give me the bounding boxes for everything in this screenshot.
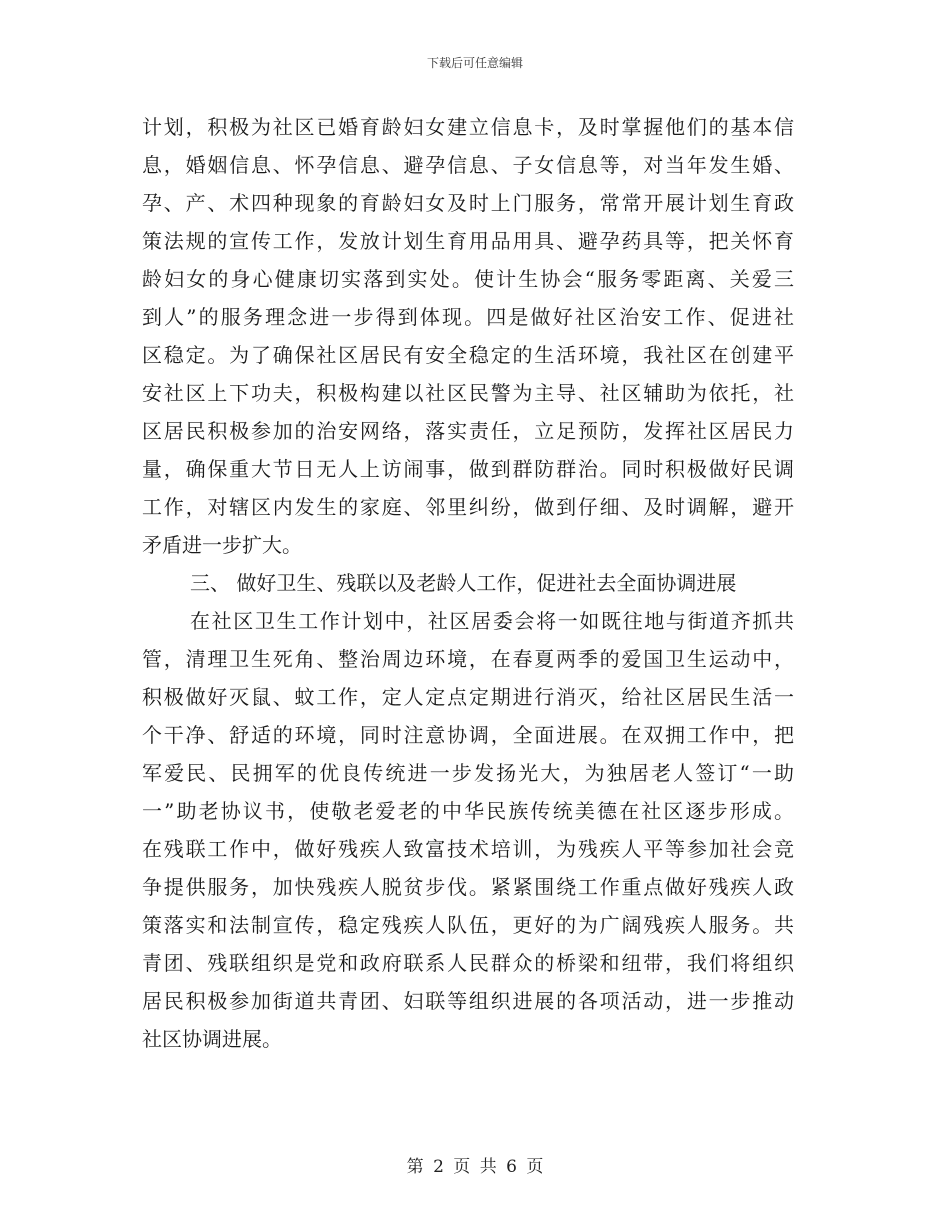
body-line: 居民积极参加街道共青团、妇联等组织进展的各项活动，进一步推动 [142,989,794,1013]
body-line: 青团、残联组织是党和政府联系人民群众的桥梁和纽带，我们将组织 [142,951,794,975]
body-line: 工作，对辖区内发生的家庭、邻里纠纷，做到仔细、及时调解，避开 [142,495,794,519]
body-line: 在社区卫生工作计划中，社区居委会将一如既往地与街道齐抓共 [190,609,794,633]
body-line: 矛盾进一步扩大。 [142,533,302,557]
body-line: 策落实和法制宣传，稳定残疾人队伍，更好的为广阔残疾人服务。共 [142,913,794,937]
page-number: 第 2 页 共 6 页 [406,1157,544,1177]
body-line: 安社区上下功夫，积极构建以社区民警为主导、社区辅助为依托，社 [142,381,794,405]
body-line: 计划，积极为社区已婚育龄妇女建立信息卡，及时掌握他们的基本信 [142,115,794,139]
body-line: 管，清理卫生死角、整治周边环境，在春夏两季的爱国卫生运动中， [142,647,794,671]
body-line: 策法规的宣传工作，发放计划生育用品用具、避孕药具等，把关怀育 [142,229,794,253]
body-line: 息，婚姻信息、怀孕信息、避孕信息、子女信息等，对当年发生婚、 [142,153,794,177]
body-line: 孕、产、术四种现象的育龄妇女及时上门服务，常常开展计划生育政 [142,191,794,215]
document-body [142,108,794,1058]
body-line: 军爱民、民拥军的优良传统进一步发扬光大，为独居老人签订“一助 [142,761,794,785]
body-line: 到人”的服务理念进一步得到体现。四是做好社区治安工作、促进社 [142,305,794,329]
body-line: 在残联工作中，做好残疾人致富技术培训，为残疾人平等参加社会竞 [142,837,794,861]
body-line: 区稳定。为了确保社区居民有安全稳定的生活环境，我社区在创建平 [142,343,794,367]
body-line: 积极做好灭鼠、蚊工作，定人定点定期进行消灭，给社区居民生活一 [142,685,794,709]
section-heading: 三、 做好卫生、残联以及老龄人工作，促进社去全面协调进展 [190,571,737,595]
body-line: 一”助老协议书，使敬老爱老的中华民族传统美德在社区逐步形成。 [142,799,794,823]
body-line: 量，确保重大节日无人上访闹事，做到群防群治。同时积极做好民调 [142,457,794,481]
body-line: 社区协调进展。 [142,1027,282,1051]
body-line: 争提供服务，加快残疾人脱贫步伐。紧紧围绕工作重点做好残疾人政 [142,875,794,899]
body-line: 龄妇女的身心健康切实落到实处。使计生协会“服务零距离、关爱三 [142,267,794,291]
body-line: 区居民积极参加的治安网络，落实责任，立足预防，发挥社区居民力 [142,419,794,443]
body-line: 个干净、舒适的环境，同时注意协调，全面进展。在双拥工作中，把 [142,723,794,747]
page-header: 下载后可任意编辑 [426,56,523,70]
